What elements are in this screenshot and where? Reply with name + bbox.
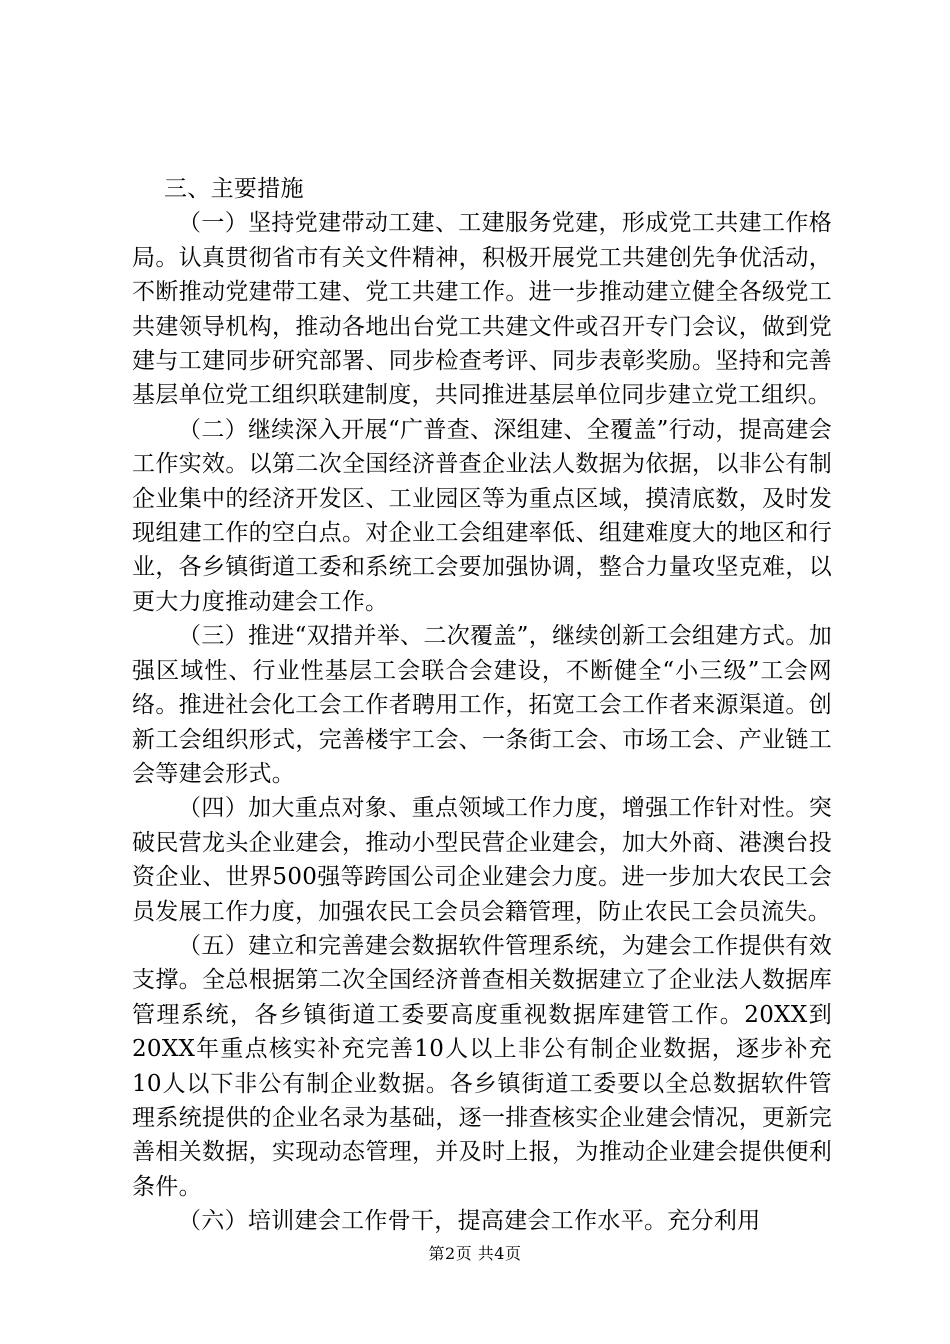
paragraph-2: （二）继续深入开展“广普查、深组建、全覆盖”行动，提高建会工作实效。以第二次全国经济普查企业法人数据为依据，以非公有制企业集中的经济开发区、工业园区等为重点区域，摸清底数，及时发现组建工作的空白点。对企业工会组建率低、组建难度大的地区和行业，各乡镇街道工委和系统工会要加强协调，整合力量攻坚克难，以更大力度推动建会工作。 [132, 416, 832, 615]
document-body [132, 172, 832, 1239]
page-footer: 第2页 共4页 [428, 1244, 522, 1263]
paragraph-6: （六）培训建会工作骨干，提高建会工作水平。充分利用 [178, 1208, 761, 1235]
paragraph-4: （四）加大重点对象、重点领域工作力度，增强工作针对性。突破民营龙头企业建会，推动小型民营企业建会，加大外商、港澳台投资企业、世界500强等跨国公司企业建会力度。进一步加大农民工会员发展工作力度，加强农民工会员会籍管理，防止农民工会员流失。 [132, 795, 832, 925]
paragraph-5: （五）建立和完善建会数据软件管理系统，为建会工作提供有效支撑。全总根据第二次全国经济普查相关数据建立了企业法人数据库管理系统，各乡镇街道工委要高度重视数据库建管工作。20XX到20XX年重点核实补充完善10人以上非公有制企业数据，逐步补充10人以下非公有制企业数据。各乡镇街道工委要以全总数据软件管理系统提供的企业名录为基础，逐一排查核实企业建会情况，更新完善相关数据，实现动态管理，并及时上报，为推动企业建会提供便利条件。 [132, 932, 832, 1200]
paragraph-1: （一）坚持党建带动工建、工建服务党建，形成党工共建工作格局。认真贯彻省市有关文件精神，积极开展党工共建创先争优活动，不断推动党建带工建、党工共建工作。进一步推动建立健全各级党工共建领导机构，推动各地出台党工共建文件或召开专门会议，做到党建与工建同步研究部署、同步检查考评、同步表彰奖励。坚持和完善基层单位党工组织联建制度，共同推进基层单位同步建立党工组织。 [132, 210, 832, 409]
paragraph-3: （三）推进“双措并举、二次覆盖”，继续创新工会组建方式。加强区域性、行业性基层工会联合会建设，不断健全“小三级”工会网络。推进社会化工会工作者聘用工作，拓宽工会工作者来源渠道。创新工会组织形式，完善楼宇工会、一条街工会、市场工会、产业链工会等建会形式。 [132, 623, 832, 787]
section-heading: 三、主要措施 [164, 176, 304, 202]
